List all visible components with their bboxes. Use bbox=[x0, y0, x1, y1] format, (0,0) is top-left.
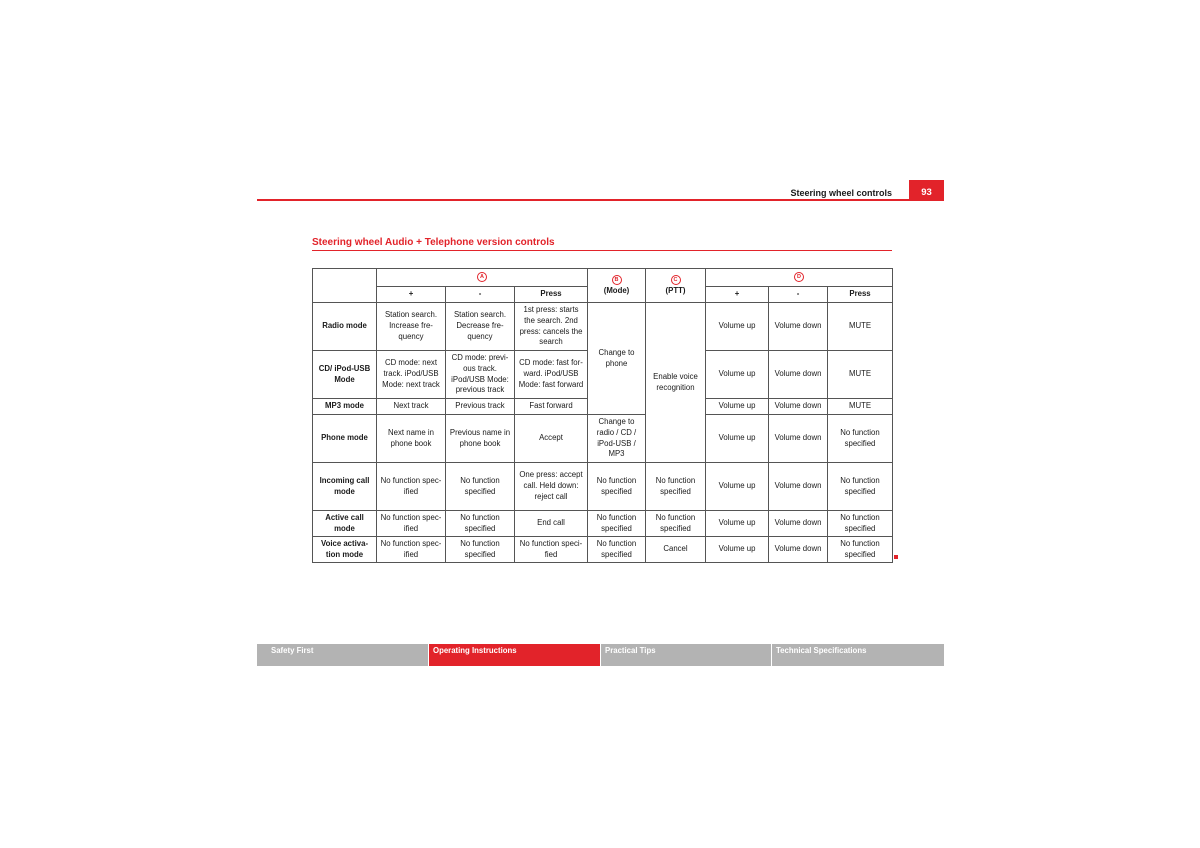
row-label: Active call mode bbox=[313, 511, 377, 537]
cell-a-press: 1st press: starts the search. 2nd press: cancels the search bbox=[515, 303, 588, 351]
cell-a-press: Accept bbox=[515, 415, 588, 463]
section-title: Steering wheel Audio + Telephone version controls bbox=[312, 237, 555, 248]
table-row bbox=[313, 537, 893, 563]
cell-a-plus: Next track bbox=[377, 399, 446, 415]
row-label: CD/ iPod-USB Mode bbox=[313, 351, 377, 399]
a-plus-header: + bbox=[377, 287, 446, 303]
row-label: Incoming call mode bbox=[313, 463, 377, 511]
control-c-icon: C bbox=[671, 275, 681, 285]
cell-d-plus: Volume up bbox=[706, 463, 769, 511]
cell-a-press: End call bbox=[515, 511, 588, 537]
d-plus-header: + bbox=[706, 287, 769, 303]
cell-d-press: MUTE bbox=[828, 303, 893, 351]
row-label: MP3 mode bbox=[313, 399, 377, 415]
cell-a-press: Fast forward bbox=[515, 399, 588, 415]
cell-a-minus: CD mode: previ-ous track. iPod/USB Mode: previous track bbox=[446, 351, 515, 399]
cell-a-minus: Previous track bbox=[446, 399, 515, 415]
running-header-title: Steering wheel controls bbox=[790, 188, 892, 198]
cell-d-press: No function specified bbox=[828, 537, 893, 563]
cell-a-press: CD mode: fast for-ward. iPod/USB Mode: fast forward bbox=[515, 351, 588, 399]
table-row bbox=[313, 463, 893, 511]
group-c-header bbox=[646, 269, 706, 303]
footer-tab-safety-first[interactable]: Safety First bbox=[257, 644, 428, 666]
cell-a-minus: Previous name in phone book bbox=[446, 415, 515, 463]
cell-a-minus: Station search. Decrease fre-quency bbox=[446, 303, 515, 351]
cell-d-minus: Volume down bbox=[769, 415, 828, 463]
cell-b: Change to radio / CD / iPod-USB / MP3 bbox=[588, 415, 646, 463]
footer-tab-practical-tips[interactable]: Practical Tips bbox=[601, 644, 771, 666]
cell-c: No function specified bbox=[646, 463, 706, 511]
cell-b: No function specified bbox=[588, 511, 646, 537]
cell-b-merged: Change to phone bbox=[588, 303, 646, 415]
page-number: 93 bbox=[909, 180, 944, 201]
a-minus-header: - bbox=[446, 287, 515, 303]
cell-d-press: No function specified bbox=[828, 463, 893, 511]
cell-a-minus: No function specified bbox=[446, 511, 515, 537]
cell-a-press: No function speci-fied bbox=[515, 537, 588, 563]
header-rule bbox=[257, 199, 944, 201]
cell-d-minus: Volume down bbox=[769, 537, 828, 563]
cell-a-plus: Next name in phone book bbox=[377, 415, 446, 463]
cell-a-plus: Station search. Increase fre-quency bbox=[377, 303, 446, 351]
cell-a-plus: CD mode: next track. iPod/USB Mode: next track bbox=[377, 351, 446, 399]
cell-c-merged: Enable voice recognition bbox=[646, 303, 706, 463]
table-row bbox=[313, 303, 893, 351]
cell-b: No function specified bbox=[588, 537, 646, 563]
cell-c: Cancel bbox=[646, 537, 706, 563]
d-minus-header: - bbox=[769, 287, 828, 303]
row-label: Radio mode bbox=[313, 303, 377, 351]
group-header-row bbox=[313, 269, 893, 287]
control-b-icon: B bbox=[612, 275, 622, 285]
group-b-header bbox=[588, 269, 646, 303]
table-row bbox=[313, 415, 893, 463]
table-row bbox=[313, 511, 893, 537]
cell-d-press: No function specified bbox=[828, 511, 893, 537]
cell-d-plus: Volume up bbox=[706, 511, 769, 537]
group-d-header bbox=[706, 269, 893, 287]
section-rule bbox=[312, 250, 892, 251]
cell-d-press: MUTE bbox=[828, 351, 893, 399]
group-a-header bbox=[377, 269, 588, 287]
cell-d-plus: Volume up bbox=[706, 399, 769, 415]
d-press-header: Press bbox=[828, 287, 893, 303]
mode-label: (Mode) bbox=[603, 285, 630, 295]
cell-d-plus: Volume up bbox=[706, 415, 769, 463]
footer-tab-technical-specifications[interactable]: Technical Specifications bbox=[772, 644, 944, 666]
cell-d-press: MUTE bbox=[828, 399, 893, 415]
control-a-icon: A bbox=[477, 272, 487, 282]
footer-tab-operating-instructions[interactable]: Operating Instructions bbox=[429, 644, 600, 666]
cell-a-plus: No function spec-ified bbox=[377, 511, 446, 537]
cell-b: No function specified bbox=[588, 463, 646, 511]
row-label: Phone mode bbox=[313, 415, 377, 463]
ptt-label: (PTT) bbox=[665, 285, 686, 295]
a-press-header: Press bbox=[515, 287, 588, 303]
cell-d-press: No function specified bbox=[828, 415, 893, 463]
cell-d-minus: Volume down bbox=[769, 511, 828, 537]
cell-a-plus: No function spec-ified bbox=[377, 537, 446, 563]
cell-d-minus: Volume down bbox=[769, 303, 828, 351]
cell-d-plus: Volume up bbox=[706, 351, 769, 399]
cell-d-minus: Volume down bbox=[769, 399, 828, 415]
cell-d-plus: Volume up bbox=[706, 537, 769, 563]
cell-c: No function specified bbox=[646, 511, 706, 537]
cell-a-press: One press: accept call. Held down: reject call bbox=[515, 463, 588, 511]
corner-cell bbox=[313, 269, 377, 303]
cell-a-minus: No function specified bbox=[446, 537, 515, 563]
row-label: Voice activa-tion mode bbox=[313, 537, 377, 563]
section-end-marker bbox=[894, 555, 898, 559]
cell-a-plus: No function spec-ified bbox=[377, 463, 446, 511]
cell-d-plus: Volume up bbox=[706, 303, 769, 351]
cell-a-minus: No function specified bbox=[446, 463, 515, 511]
controls-table bbox=[312, 268, 893, 563]
cell-d-minus: Volume down bbox=[769, 463, 828, 511]
cell-d-minus: Volume down bbox=[769, 351, 828, 399]
control-d-icon: D bbox=[794, 272, 804, 282]
